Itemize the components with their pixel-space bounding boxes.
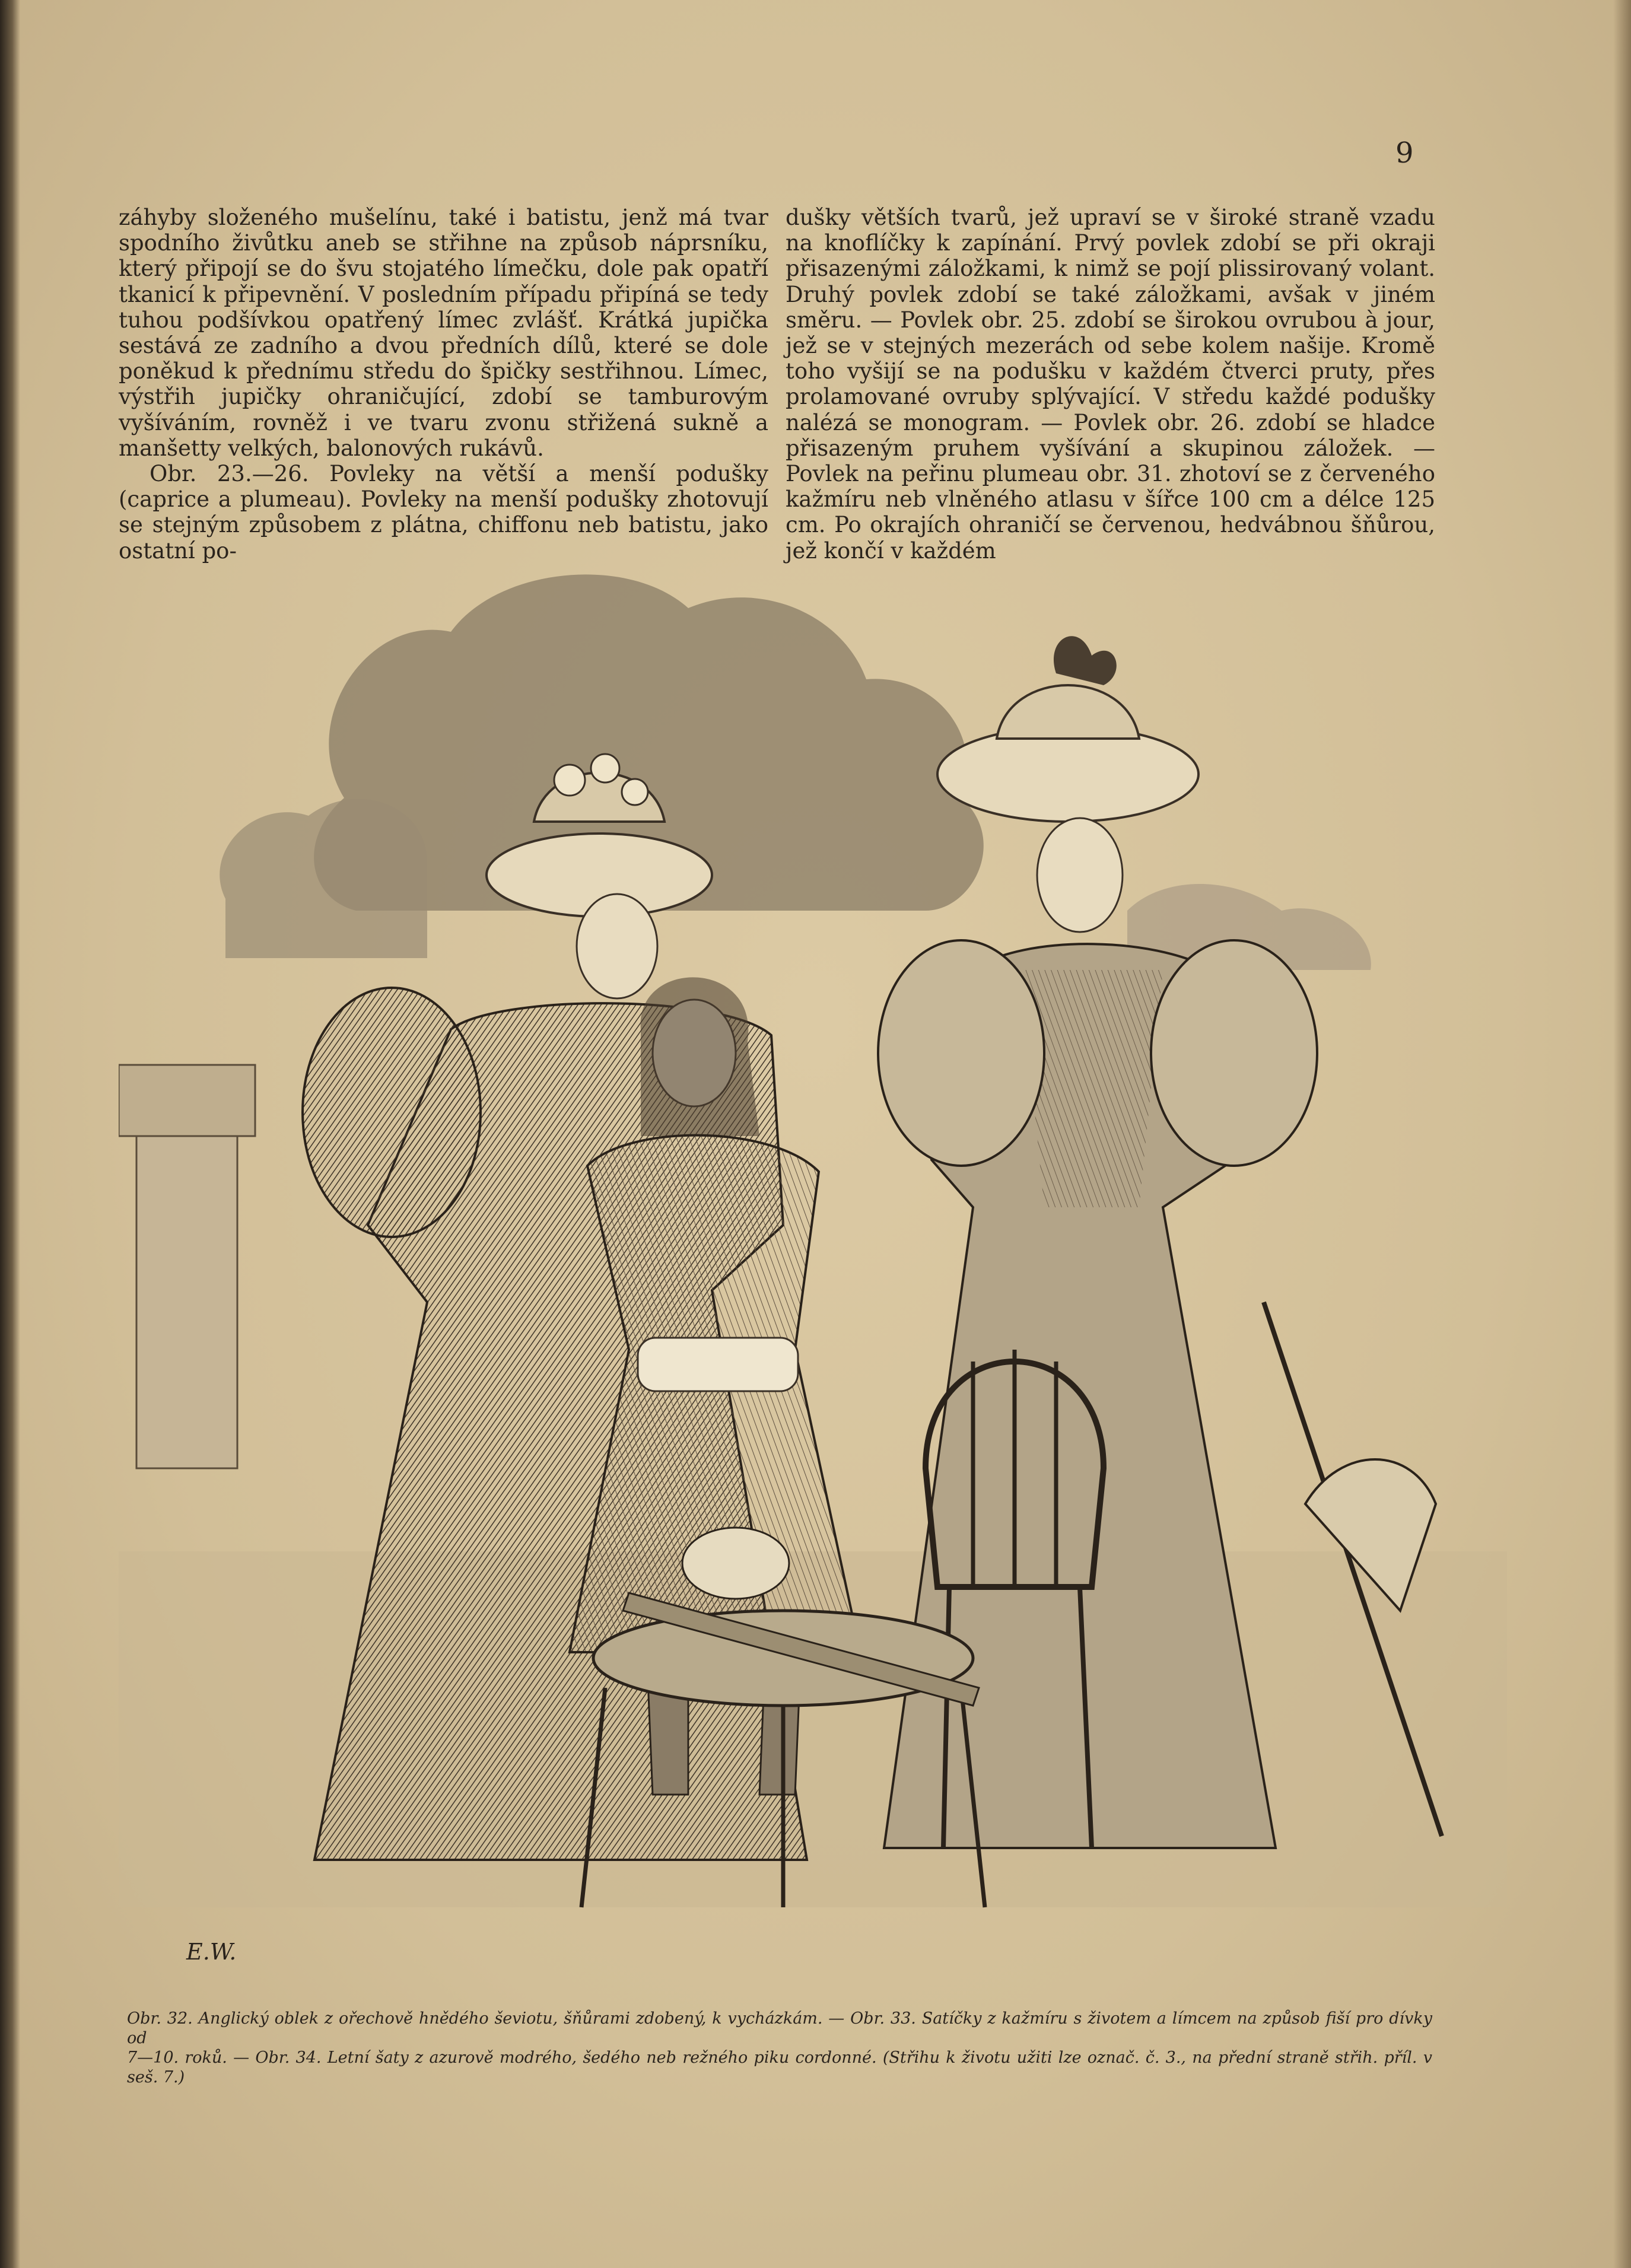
round-table: [593, 1611, 973, 1706]
artist-signature: E.W.: [186, 1939, 237, 1965]
fashion-illustration: [119, 543, 1507, 1970]
hat-feather: [1054, 636, 1117, 685]
page-number: 9: [1395, 136, 1415, 170]
left-woman-face: [577, 894, 657, 998]
tree-foliage-left: [220, 799, 427, 958]
paragraph: záhyby složeného mušelínu, také i batistu, jenž má tvar spodního živůtku aneb se střihne na způsob náprsníku, který připojí se do švu stojatého límečku, dole pak opatří tkanicí k připevnění. V posledním případu připíná se tedy tuhou podšívkou opatřený límec zvlášť. Krátká jupička sestává ze zadního a dvou předních dílů, které se dole poněkud k přednímu středu do špičky sestřihnou. Límec, výstřih jupičky ohraničující, zdobí se tamburovým vyšíváním, rovněž i ve tvaru zvonu střižená sukně a manšetty velkých, balonových rukávů.: [119, 205, 768, 461]
figure-caption: [127, 2009, 1432, 2087]
paragraph: dušky větších tvarů, jež upraví se v široké straně vzadu na knoflíčky k zapínání. Prvý povlek zdobí se při okraji přisazenými záložkami, k nimž se pojí plissirovaný volant. Druhý povlek zdobí se také záložkami, avšak v jiném směru. — Povlek obr. 25. zdobí se širokou ovrubou à jour, jež se v stejných mezerách od sebe kolem našije. Kromě toho vyšijí se na podušku v každém čtverci pruty, přes prolamované ovruby splývající. V středu každé podušky nalézá se monogram. — Povlek obr. 26. zdobí se hladce přisazeným pruhem vyšívání a skupinou záložek. — Povlek na peřinu plumeau obr. 31. zhotoví se z červeného kažmíru neb vlněného atlasu v šířce 100 cm a délce 125 cm. Po okrajích ohraničí se červenou, hedvábnou šňůrou, jež končí v každém: [786, 205, 1435, 564]
engraving-figures: [119, 543, 1507, 1970]
girl-sash: [638, 1338, 798, 1391]
left-woman-sleeve: [303, 988, 481, 1237]
right-woman-hat-brim: [937, 727, 1198, 822]
left-text-column: [119, 205, 768, 564]
right-woman-bodice: [1020, 970, 1163, 1207]
girl-hair: [641, 977, 759, 1136]
right-woman-face: [1037, 818, 1123, 932]
page-edge: [1613, 0, 1631, 2268]
balustrade-pillar: [136, 1136, 237, 1468]
child-hat-on-table: [682, 1528, 789, 1599]
caption-line: Obr. 32. Anglický oblek z ořechově hnědého ševiotu, šňůrami zdobený, k vycházkám. — Obr. 33. Satíčky z kažmíru s životem a límcem na způsob fiší pro dívky od: [127, 2009, 1432, 2047]
caption-line: 7—10. roků. — Obr. 34. Letní šaty z azurově modrého, šedého neb režného piku cordonné. (Střihu k životu užiti lze označ. č. 3., na přední straně střih. příl. v seš. 7.): [127, 2048, 1432, 2086]
right-woman-sleeve-right: [1151, 940, 1317, 1166]
right-text-column: [786, 205, 1435, 564]
right-woman-hat-crown: [997, 685, 1139, 739]
balustrade-rail: [119, 1065, 255, 1136]
right-woman-sleeve-left: [878, 940, 1044, 1166]
binding-gutter: [0, 0, 20, 2268]
paragraph: Obr. 23.—26. Povleky na větší a menší podušky (caprice a plumeau). Povleky na menší podušky zhotovují se stejným způsobem z plátna, chiffonu neb batistu, jako ostatní po-: [119, 461, 768, 564]
